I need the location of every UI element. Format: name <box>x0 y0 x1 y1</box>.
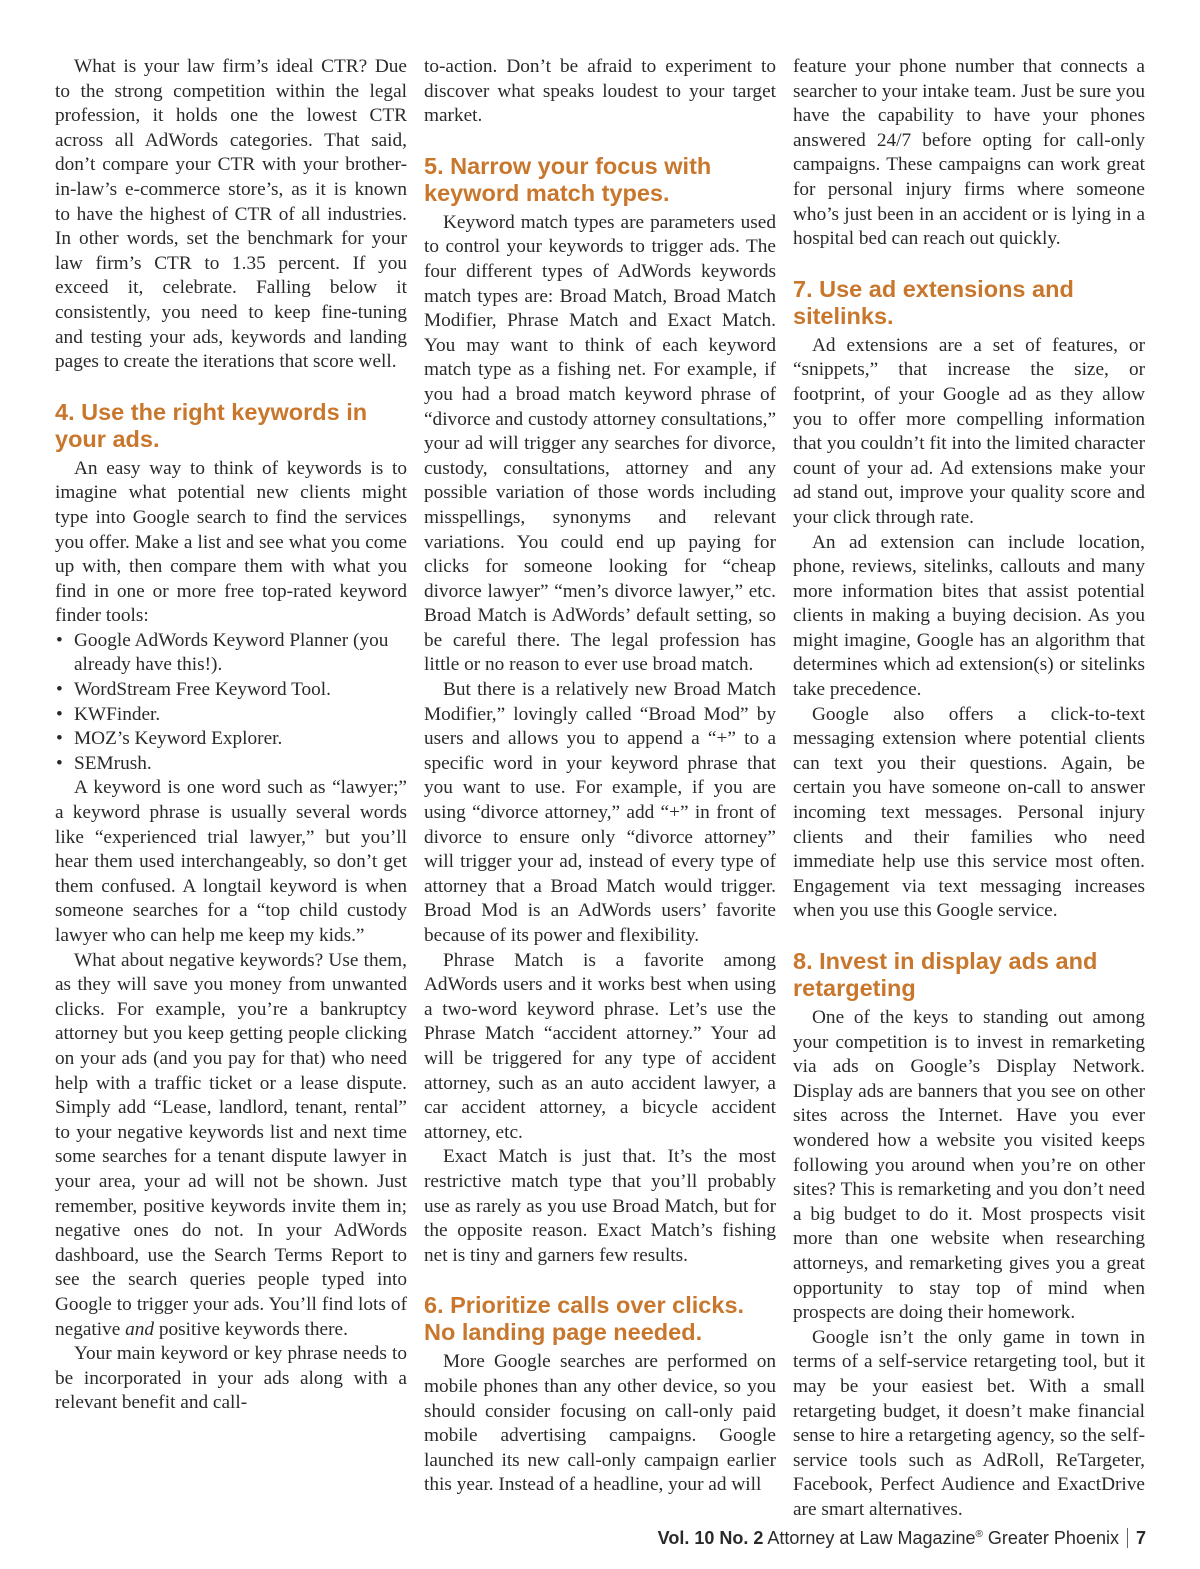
paragraph-ctr: What is your law firm’s ideal CTR? Due to the strong competition within the legal profession, it holds one the lowest CTR across all AdWords categories. That said, don’t compare your CTR with your brother-in-law’s e-commerce store’s, as it is known to have the highest of CTR of all industries. In other words, set the benchmark for your law firm’s CTR to 1.35 percent. If you exceed it, celebrate. Falling below it consistently, you need to keep fine-tuning and testing your ads, keywords and landing pages to create the iterations that score well. <box>55 56 407 373</box>
column-1 <box>55 55 407 1416</box>
paragraph-extension-types: An ad extension can include location, phone, reviews, sitelinks, callouts and many more information bites that assist potential clients in making a buying decision. As you might imagine, Google has an algorithm that determines which ad extension(s) or sitelinks take precedence. <box>793 531 1145 701</box>
paragraph-main-keyword: Your main keyword or key phrase needs to be incorporated in your ads along with a relevant benefit and call- <box>55 1343 407 1414</box>
page-number: 7 <box>1135 1528 1146 1548</box>
heading-section-6: 6. Prioritize calls over clicks. No landing page needed. <box>424 1292 745 1346</box>
paragraph-keyword-phrase: A keyword is one word such as “lawyer;” a keyword phrase is usually several words like “experienced trial lawyer,” but you’ll hear them used interchangeably, so don’t get them confused. A longtail keyword is when someone searches for a “top child custody lawyer who can help me keep my kids.” <box>55 777 407 946</box>
footer-magazine: Attorney at Law Magazine <box>767 1528 976 1548</box>
paragraph-broad-mod: But there is a relatively new Broad Match Modifier,” lovingly called “Broad Mod” by users and allows you to append a “+” to a specific word in your keyword phrase that you want to use. For example, if you are using “divorce attorney,” add “+” in front of divorce to ensure only “divorce attorney” will trigger your ad, instead of every type of attorney that a Broad Match would trigger. Broad Mod is an AdWords users’ favorite because of its power and flexibility. <box>424 679 776 946</box>
paragraph-exact-match: Exact Match is just that. It’s the most restrictive match type that you’ll probably use as rarely as you use Broad Match, but for the opposite reason. Exact Match’s fishing net is tiny and garners few results. <box>424 1146 776 1266</box>
paragraph-ad-extensions: Ad extensions are a set of features, or “snippets,” that increase the size, or footprint, of your Google ad as they allow you to offer more compelling information that you couldn’t fit into the limited character count of your ad. Ad extensions make your ad stand out, improve your quality score and your click through rate. <box>793 334 1145 528</box>
footer-edition: Greater Phoenix <box>987 1528 1119 1548</box>
list-item: • KWFinder. <box>74 703 407 728</box>
list-item: • MOZ’s Keyword Explorer. <box>74 727 407 752</box>
paragraph-mobile-calls: More Google searches are performed on mobile phones than any other device, so you should consider focusing on call-only paid mobile advertising campaigns. Google launched its new call-only campaign earlier this year. Instead of a headline, your ad will <box>424 1351 776 1496</box>
footer-divider <box>1127 1528 1128 1548</box>
paragraph-text-messaging: Google also offers a click-to-text messaging extension where potential clients can text you their questions. Again, be certain you have someone on-call to answer incoming text messages. Personal injury clients and their families who need immediate help use this service most often. Engagement via text messaging increases when you use this Google service. <box>793 703 1145 922</box>
paragraph-phrase-match: Phrase Match is a favorite among AdWords users and it works best when using a two-word keyword phrase. Let’s use the Phrase Match “accident attorney.” Your ad will be triggered for any type of accident attorney, such as an auto accident lawyer, a car accident attorney, a bicycle accident attorney, etc. <box>424 949 776 1143</box>
negative-text-b: positive keywords there. <box>154 1318 348 1340</box>
heading-section-8: 8. Invest in display ads and retargeting <box>793 948 1098 1001</box>
footer-volume: Vol. 10 No. 2 <box>657 1528 764 1548</box>
heading-section-7: 7. Use ad extensions and sitelinks. <box>793 275 1074 329</box>
list-item: • SEMrush. <box>74 752 407 777</box>
registered-mark: ® <box>975 1529 983 1540</box>
paragraph-retargeting-tools: Google isn’t the only game in town in terms of a self-service retargeting tool, but it may be your easiest bet. With a small retargeting budget, it doesn’t make financial sense to hire a retargeting agency, so the self-service tools such as AdRoll, ReTargeter, Facebook, Perfect Audience and ExactDrive are smart alternatives. <box>793 1326 1145 1520</box>
paragraph-cta-continued: to-action. Don’t be afraid to experiment to discover what speaks loudest to your target market. <box>424 56 776 127</box>
column-2 <box>424 55 776 1498</box>
list-item: • Google AdWords Keyword Planner (you already have this!). <box>74 629 407 678</box>
paragraph-display-ads: One of the keys to standing out among your competition is to invest in remarketing via ads on Google’s Display Network. Display ads are banners that you see on other sites across the Internet. Have you ever wondered how a website you visited keeps following you around when you’re on other sites? This is remarketing and you don’t need a big budget to do it. Most prospects visit more than one website when researching attorneys, and remarketing gives you a great opportunity to stay top of mind when prospects are doing their homework. <box>793 1007 1145 1324</box>
heading-section-4: 4. Use the right keywords in your ads. <box>55 398 368 452</box>
paragraph-keywords-intro: An easy way to think of keywords is to imagine what potential new clients might type into Google search to find the services you offer. Make a list and see what you come up with, then compare them with what you find in one or more free top-rated keyword finder tools: <box>55 457 407 627</box>
paragraph-negative-keywords <box>55 949 407 1343</box>
list-item: • WordStream Free Keyword Tool. <box>74 678 407 703</box>
paragraph-phone-continued: feature your phone number that connects a searcher to your intake team. Just be sure you have the capability to have your phones answered 24/7 before opting for call-only campaigns. These campaigns can work great for personal injury firms where someone who’s just been in an accident or is lying in a hospital bed can reach out quickly. <box>793 56 1145 250</box>
page-footer <box>0 1528 1146 1549</box>
keyword-tools-list <box>55 629 407 777</box>
paragraph-match-types: Keyword match types are parameters used to control your keywords to trigger ads. The four different types of AdWords keywords match types are: Broad Match, Broad Match Modifier, Phrase Match and Exact Match. You may want to think of each keyword match type as a fishing net. For example, if you had a broad match keyword phrase of “divorce and custody attorney consultations,” your ad will trigger any searches for divorce, custody, consultations, attorney and any possible variation of those words including misspellings, synonyms and relevant variations. You could end up paying for clicks for someone looking for “cheap divorce lawyer” “men’s divorce lawyer,” etc. Broad Match is AdWords’ default setting, so be careful there. The legal profession has little or no reason to ever use broad match. <box>424 211 776 676</box>
heading-section-5: 5. Narrow your focus with keyword match types. <box>424 152 712 206</box>
column-3 <box>793 55 1145 1522</box>
negative-text-a: What about negative keywords? Use them, as they will save you money from unwanted clicks. For example, you’re a bankruptcy attorney but you keep getting people clicking on your ads (and you pay for that) who need help with a traffic ticket or a lease dispute. Simply add “Lease, landlord, tenant, rental” to your negative keywords list and next time some searches for a tenant dispute lawyer in your area, your ad will not be shown. Just remember, positive keywords invite them in; negative ones do not. In your AdWords dashboard, use the Search Terms Report to see the search queries people typed into Google to trigger your ads. You’ll find lots of negative <box>55 949 407 1340</box>
emphasis-and: and <box>125 1318 155 1340</box>
